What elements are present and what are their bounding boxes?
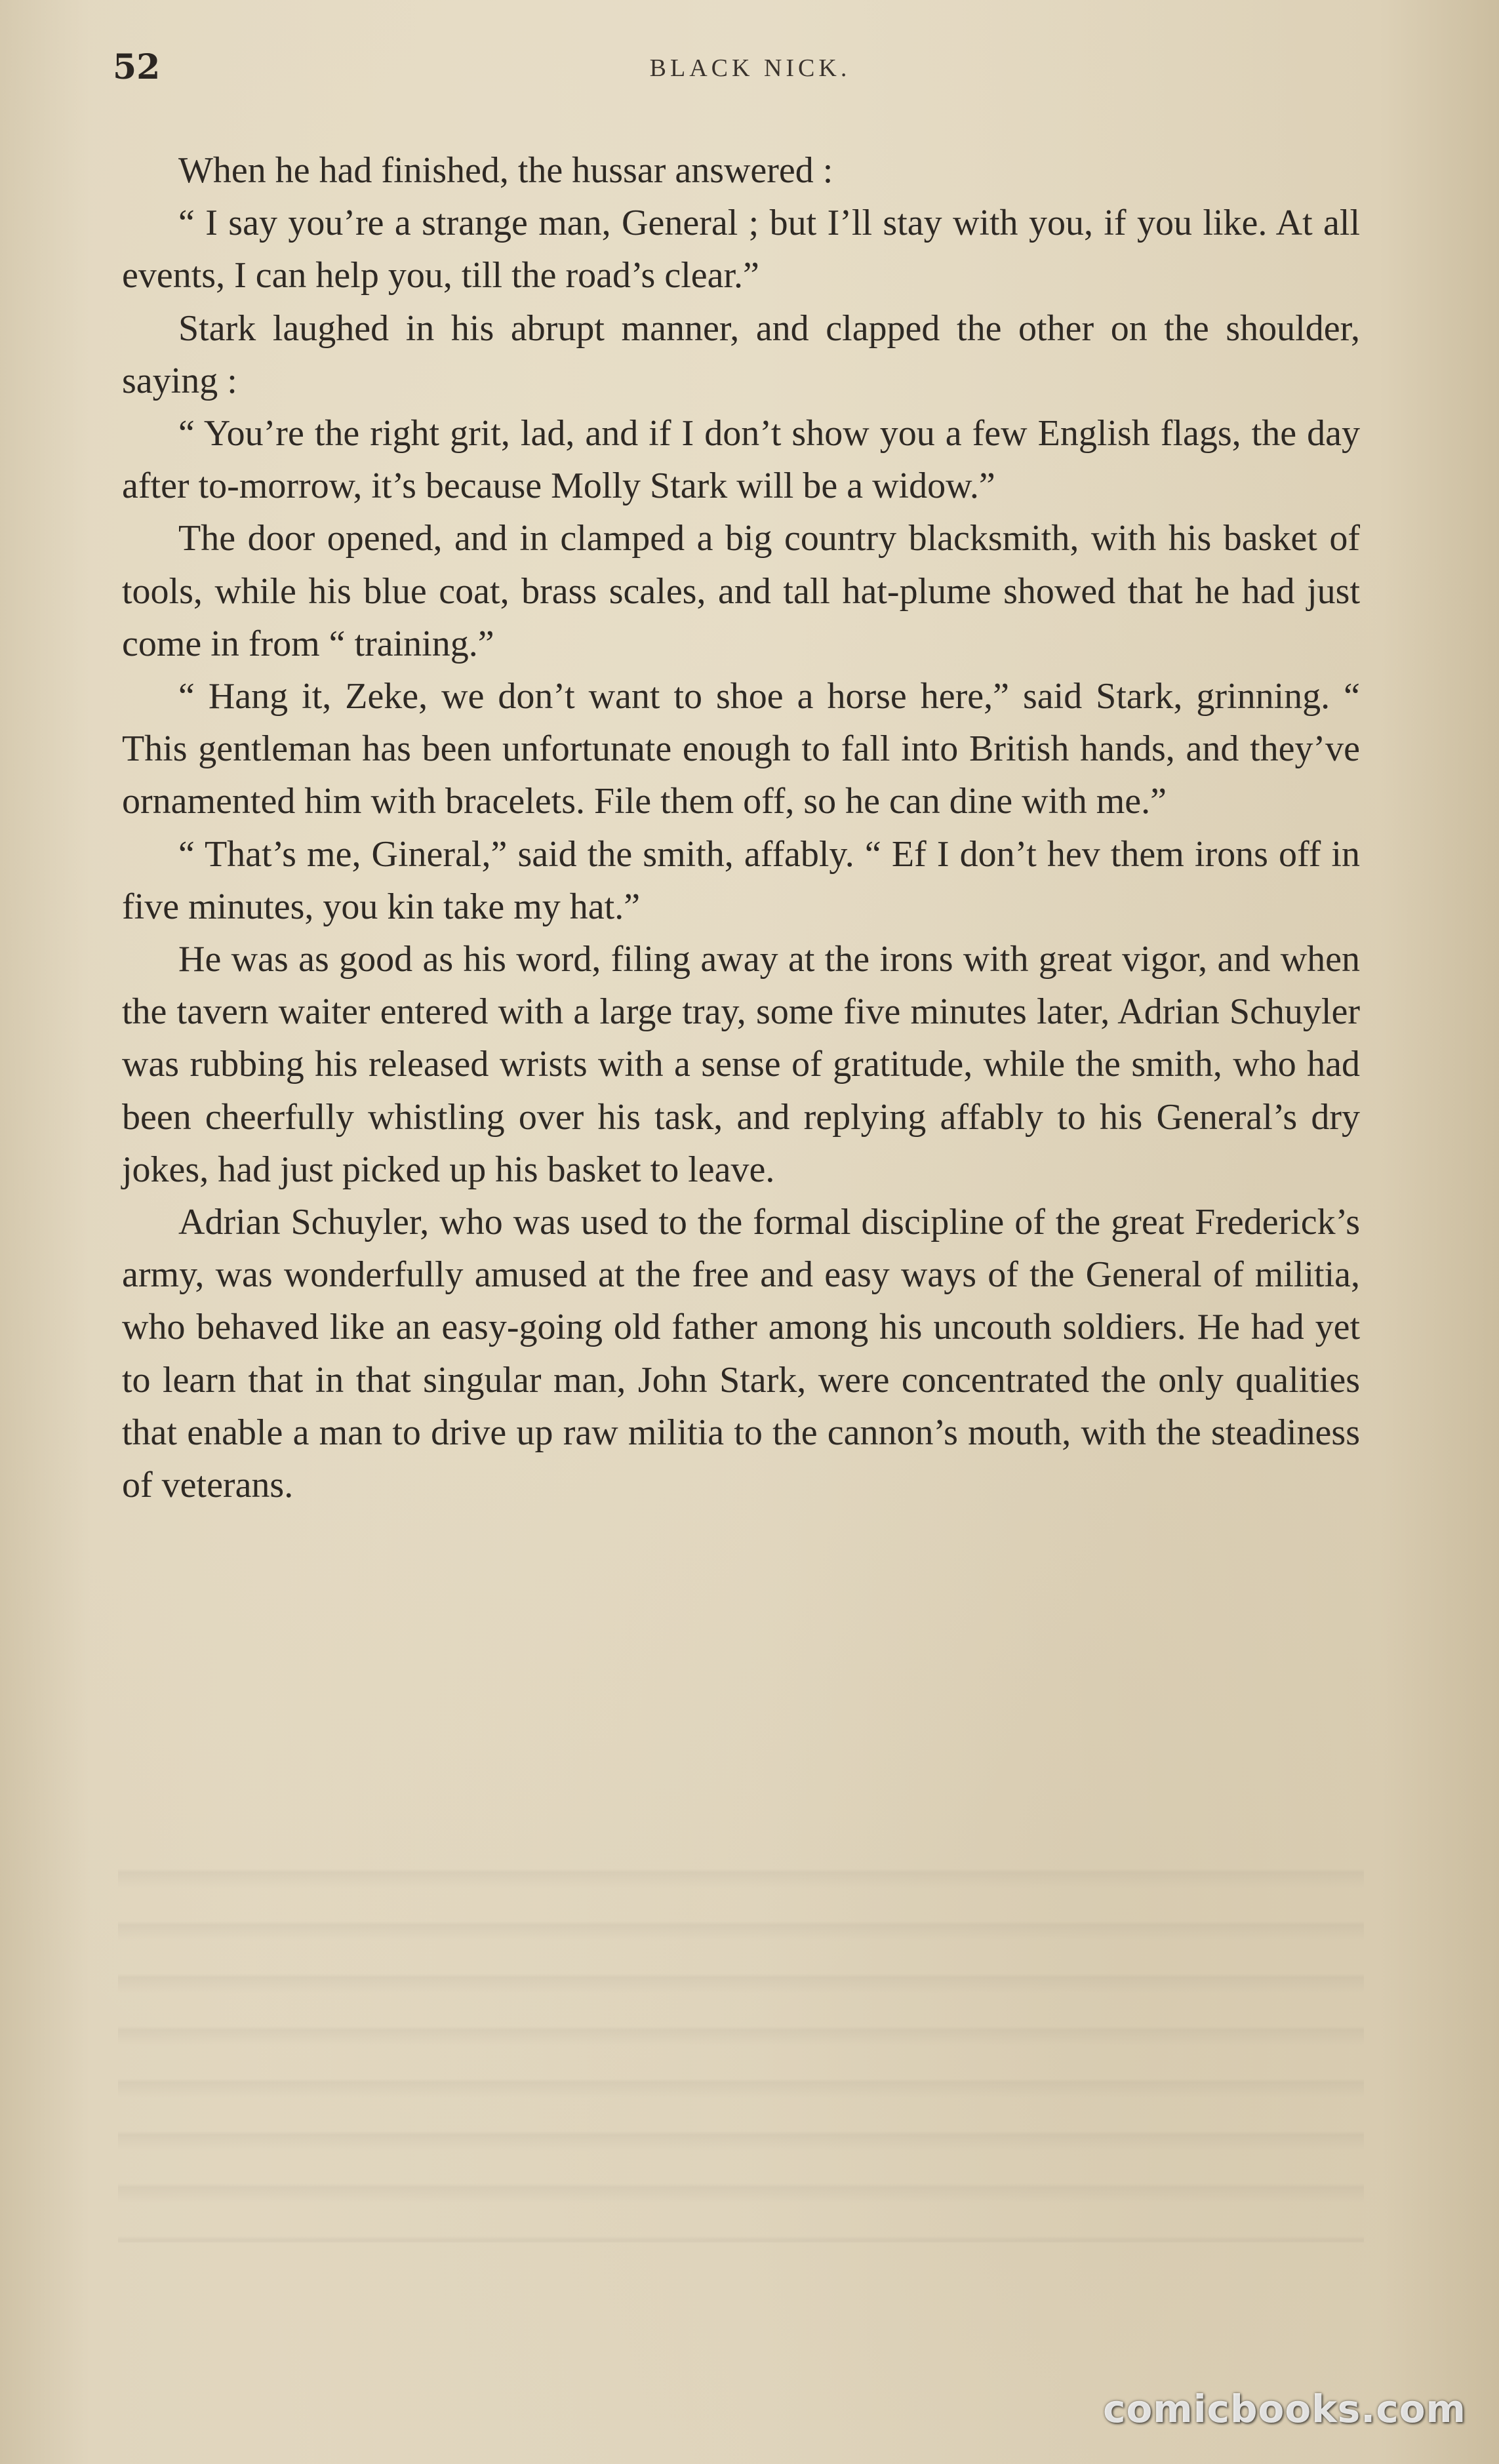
body-text (122, 144, 1360, 1511)
watermark: comicbooks.com (1103, 2387, 1466, 2431)
page-number: 52 (113, 47, 161, 87)
show-through-texture (118, 1836, 1364, 2242)
page-header (113, 47, 1388, 100)
running-head: BLACK NICK. (649, 54, 851, 82)
paragraph: When he had finished, the hussar answered : (178, 150, 833, 191)
paragraph: “ That’s me, Gineral,” said the smith, affably. “ Ef I don’t hev them irons off in five minutes, you kin take my hat.” (122, 833, 1360, 927)
paragraph: The door opened, and in clamped a big country blacksmith, with his basket of tools, while his blue coat, brass scales, and tall hat-plume showed that he had just come in from “ training.” (122, 518, 1360, 664)
paragraph: Adrian Schuyler, who was used to the formal discipline of the great Frederick’s army, was wonderfully amused at the free and easy ways of the General of militia, who behaved like an easy-going old father among his uncouth soldiers. He had yet to learn that in that singular man, John Stark, were concentrated the only qualities that enable a man to drive up raw militia to the cannon’s mouth, with the steadiness of veterans. (122, 1202, 1360, 1506)
paragraph: “ You’re the right grit, lad, and if I don’t show you a few English flags, the day after to-morrow, it’s because Molly Stark will be a widow.” (122, 413, 1360, 507)
paragraph: He was as good as his word, filing away at the irons with great vigor, and when the tavern waiter entered with a large tray, some five minutes later, Adrian Schuyler was rubbing his released wrists with a sense of gratitude, while the smith, who had been cheerfully whistling over his task, and replying affably to his General’s dry jokes, had just picked up his basket to leave. (122, 939, 1360, 1190)
paragraph: “ Hang it, Zeke, we don’t want to shoe a horse here,” said Stark, grinning. “ This gentleman has been unfortunate enough to fall into British hands, and they’ve ornamented him with bracelets. File them off, so he can dine with me.” (122, 676, 1360, 822)
paragraph: Stark laughed in his abrupt manner, and clapped the other on the shoulder, saying : (122, 308, 1360, 401)
paragraph: “ I say you’re a strange man, General ; but I’ll stay with you, if you like. At all events, I can help you, till the road’s clear.” (122, 203, 1360, 296)
